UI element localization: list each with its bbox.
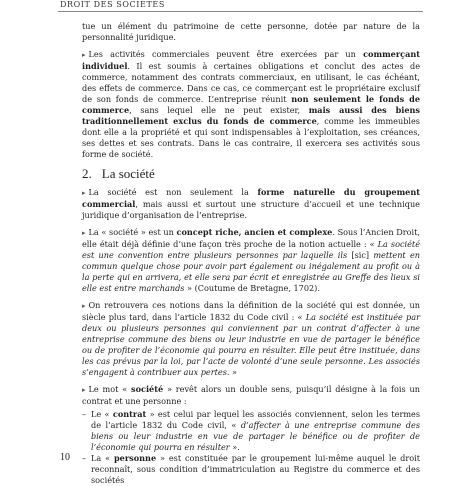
bold-term: société (131, 384, 164, 394)
italic-quote: La société est instituée par deux ou plusieurs personnes qui conviennent par un contrat d’affecter à une entreprise commune des biens ou leur industrie en vue de partager le bénéfice ou de profiter de l’économie qui pourra en résulter. Elle peut être instituée, dans les cas prévus par la loi, par l’acte de volonté d’une seule personne. Les associés s’engagent à contribuer aux pertes. (82, 312, 420, 377)
paragraph-forme-naturelle (82, 187, 420, 221)
text-run: . Il est soumis à certaines obligations et conclut des actes de commerce, notamment des contrats commerciaux, en utilisant, le cas échéant, des effets de commerce. Dans ce cas, ce commerçant est le propriétaire exclusif de son fonds de commerce. L’entreprise réunit (82, 61, 420, 104)
paragraph-article-1832 (82, 300, 420, 378)
text-run: , sans lequel elle ne peut exister, (129, 105, 309, 115)
section-heading (82, 168, 420, 179)
text-run: , comme les immeubles dont elle a la propriété et qui sont indispensables à l’exploitation, ses créances, ses dettes et ses contrats. Dans le cas contraire, il exercera ses activités sous forme de société. (82, 116, 420, 159)
text-run: La société est non seulement la (88, 187, 258, 197)
bold-term: personne (114, 453, 157, 463)
page-body (82, 21, 420, 486)
list-item-personne (82, 453, 420, 486)
text-run: » (229, 367, 238, 377)
text-run: [sic] (347, 250, 374, 260)
paragraph-double-sens (82, 384, 420, 407)
triangle-bullet-icon: ▸ (82, 386, 86, 394)
text-run: La « société » est un (88, 227, 177, 237)
text-run: . Sous l’Ancien Droit, elle était déjà définie d’une façon très proche de la notion actuelle : « (82, 227, 420, 249)
bold-term: concept riche, ancien et complexe (176, 227, 333, 237)
paragraph-text: tue un élément du patrimoine de cette personne, dotée par nature de la personnalité juridique. (82, 21, 420, 42)
section-title: La société (101, 166, 155, 181)
page-number: 10 (60, 452, 70, 463)
definition-list (82, 409, 420, 486)
bold-term: mais aussi des biens traditionnellement exclus du fonds de commerce (82, 105, 420, 126)
section-number: 2. (82, 166, 92, 181)
text-run: Les activités commerciales peuvent être exercées par un (88, 49, 364, 59)
text-run: , mais aussi et surtout une structure d’accueil et une technique juridique d’organisation de l’entreprise. (82, 199, 420, 220)
bold-term: non seulement le fonds de commerce (82, 94, 420, 115)
bold-term: forme naturelle du groupement commercial (82, 187, 420, 209)
text-run: » est celui par lequel les associés conviennent, selon les termes de l’article 1832 du Code civil, « (91, 409, 421, 430)
italic-quote: mettent en commun quelque chose pour avoir part également ou inégalement au profit ou à la perte qui en arrivera, et elle sera par écrit et enregistrée au Greffe des lieux si elle est entre marchands (82, 250, 420, 293)
text-run: ». (229, 442, 240, 452)
italic-quote: d’affecter à une entreprise commune des biens ou leur industrie en vue de partager le bénéfice ou de profiter de l’économie qui pourra en résulter (91, 420, 420, 452)
header-rule (58, 11, 423, 12)
paragraph-continued (82, 21, 420, 43)
text-run: » est constituée par le groupement lui-même auquel le droit reconnaît, sous condition d’immatriculation au Registre du commerce et des sociétés (91, 453, 420, 485)
paragraph-concept (82, 227, 420, 294)
triangle-bullet-icon: ▸ (82, 302, 86, 310)
running-head: DROIT DES SOCIÉTÉS (60, 0, 165, 9)
text-run: » revêt alors un double sens, puisqu’il désigne à la fois un contrat et une personne : (82, 384, 420, 406)
bold-term: contrat (112, 409, 147, 419)
list-item-contrat (82, 409, 420, 453)
italic-quote: La société est une convention entre plusieurs personnes par laquelle ils (82, 239, 420, 260)
triangle-bullet-icon: ▸ (82, 189, 86, 197)
paragraph-commercant-individuel (82, 49, 420, 160)
text-run: On retrouvera ces notions dans la définition de la société qui est donnée, un siècle plus tard, dans l’article 1832 du Code civil : « (82, 300, 420, 322)
triangle-bullet-icon: ▸ (82, 229, 86, 237)
text-run: La « (91, 453, 114, 463)
triangle-bullet-icon: ▸ (82, 51, 86, 59)
text-run: Le « (91, 409, 113, 419)
text-run: Le mot « (88, 384, 132, 394)
text-run: » (Coutume de Bretagne, 1702). (184, 283, 320, 293)
bold-term: commerçant individuel (82, 49, 420, 71)
